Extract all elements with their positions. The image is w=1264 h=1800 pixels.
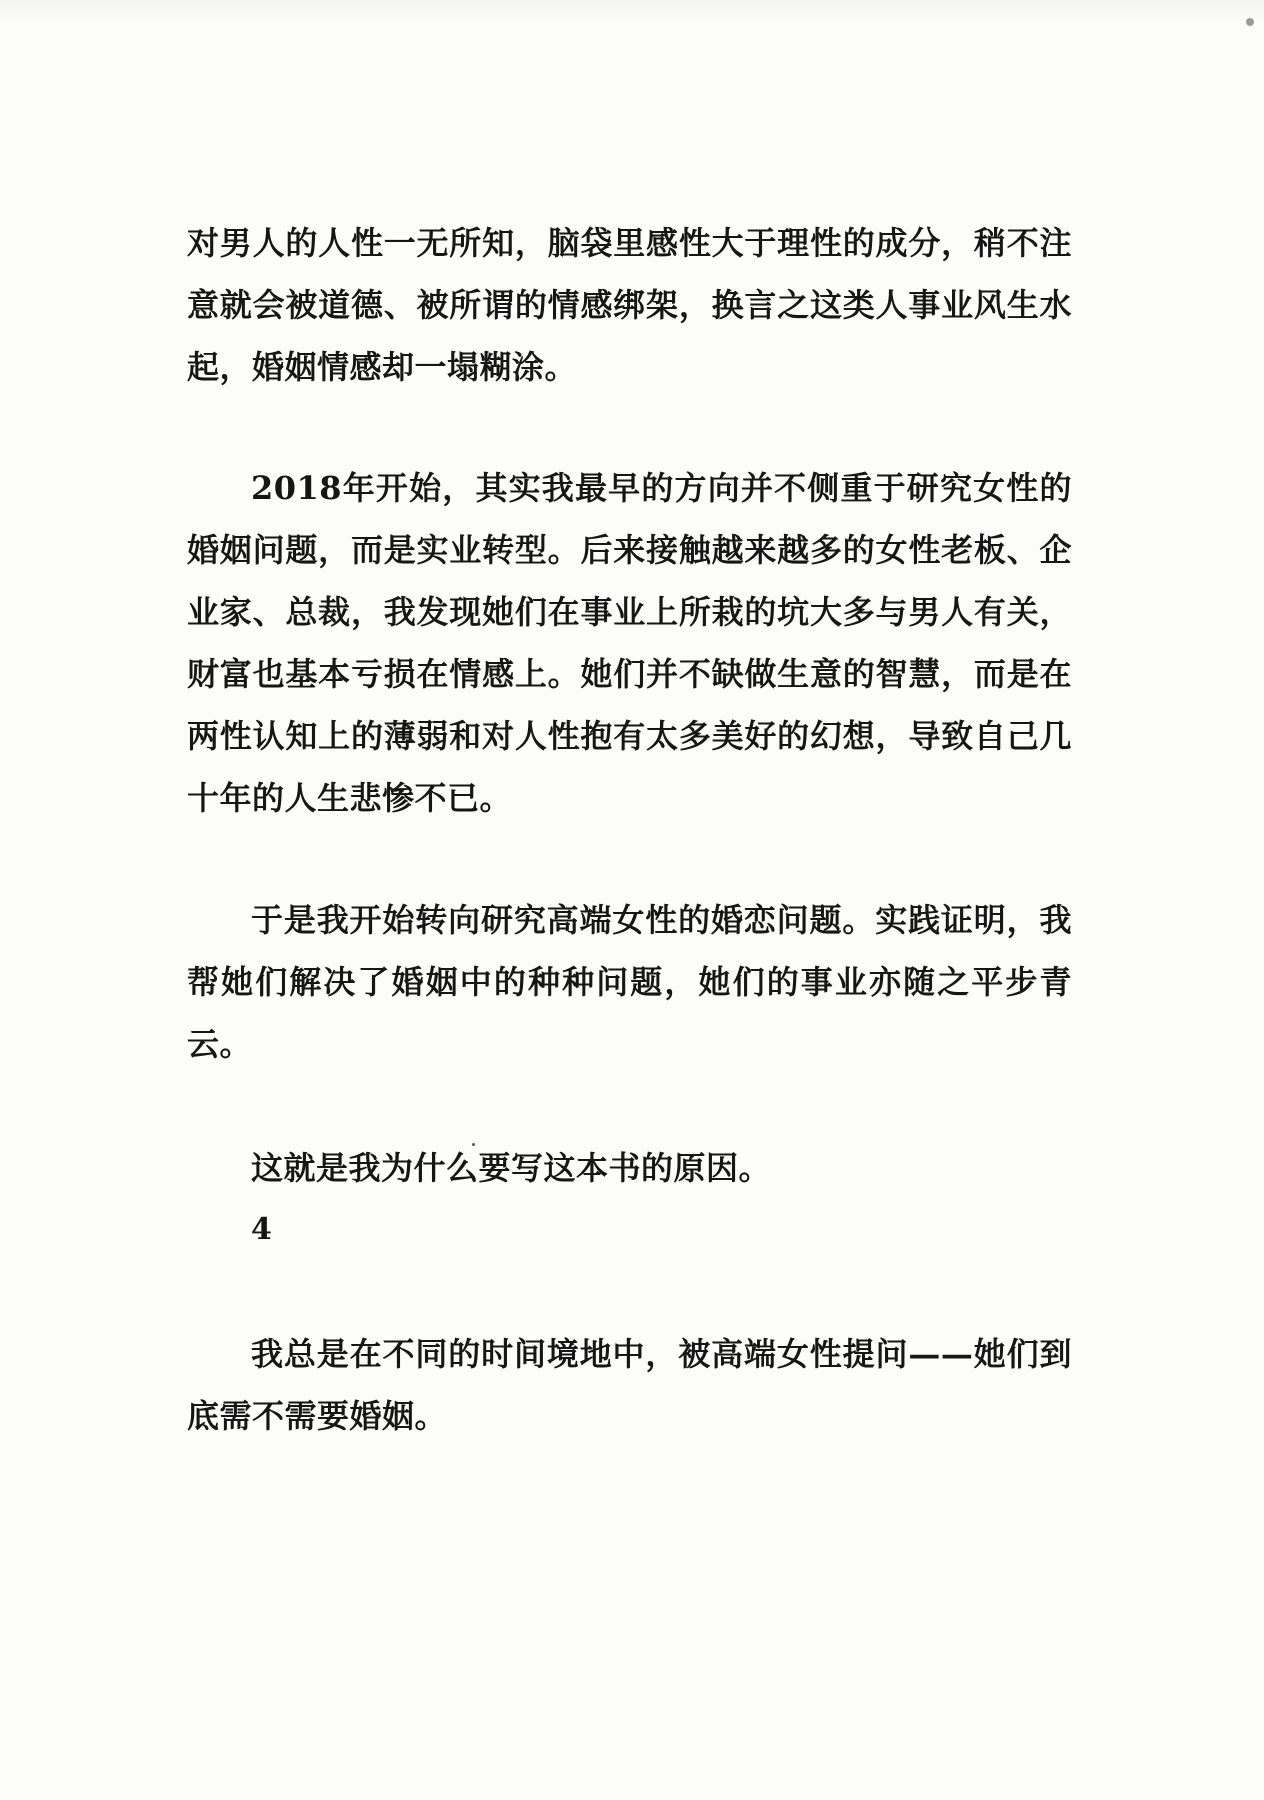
- paragraph-1: 对男人的人性一无所知，脑袋里感性大于理性的成分，稍不注意就会被道德、被所谓的情感绑架，换言之这类人事业风生水起，婚姻情感却一塌糊涂。: [187, 224, 1072, 386]
- paragraph-2: 2018年开始，其实我最早的方向并不侧重于研究女性的婚姻问题，而是实业转型。后来接触越来越多的女性老板、企业家、总裁，我发现她们在事业上所栽的坑大多与男人有关，财富也基本亏损在情感上。她们并不缺做生意的智慧，而是在两性认知上的薄弱和对人性抱有太多美好的幻想，导致自己几十年的人生悲惨不已。: [187, 469, 1072, 817]
- paragraph-3: 于是我开始转向研究高端女性的婚恋问题。实践证明，我帮她们解决了婚姻中的种种问题，她们的事业亦随之平步青云。: [187, 901, 1072, 1063]
- section-number: 4: [251, 1212, 272, 1247]
- scan-speck: [472, 1143, 475, 1146]
- paragraph-4: 这就是我为什么要写这本书的原因。: [251, 1149, 772, 1187]
- page-body: [187, 212, 1072, 1447]
- scan-speck: [1246, 18, 1254, 26]
- paragraph-5: 我总是在不同的时间境地中，被高端女性提问——她们到底需不需要婚姻。: [187, 1335, 1072, 1435]
- scan-top-edge: [0, 0, 1264, 22]
